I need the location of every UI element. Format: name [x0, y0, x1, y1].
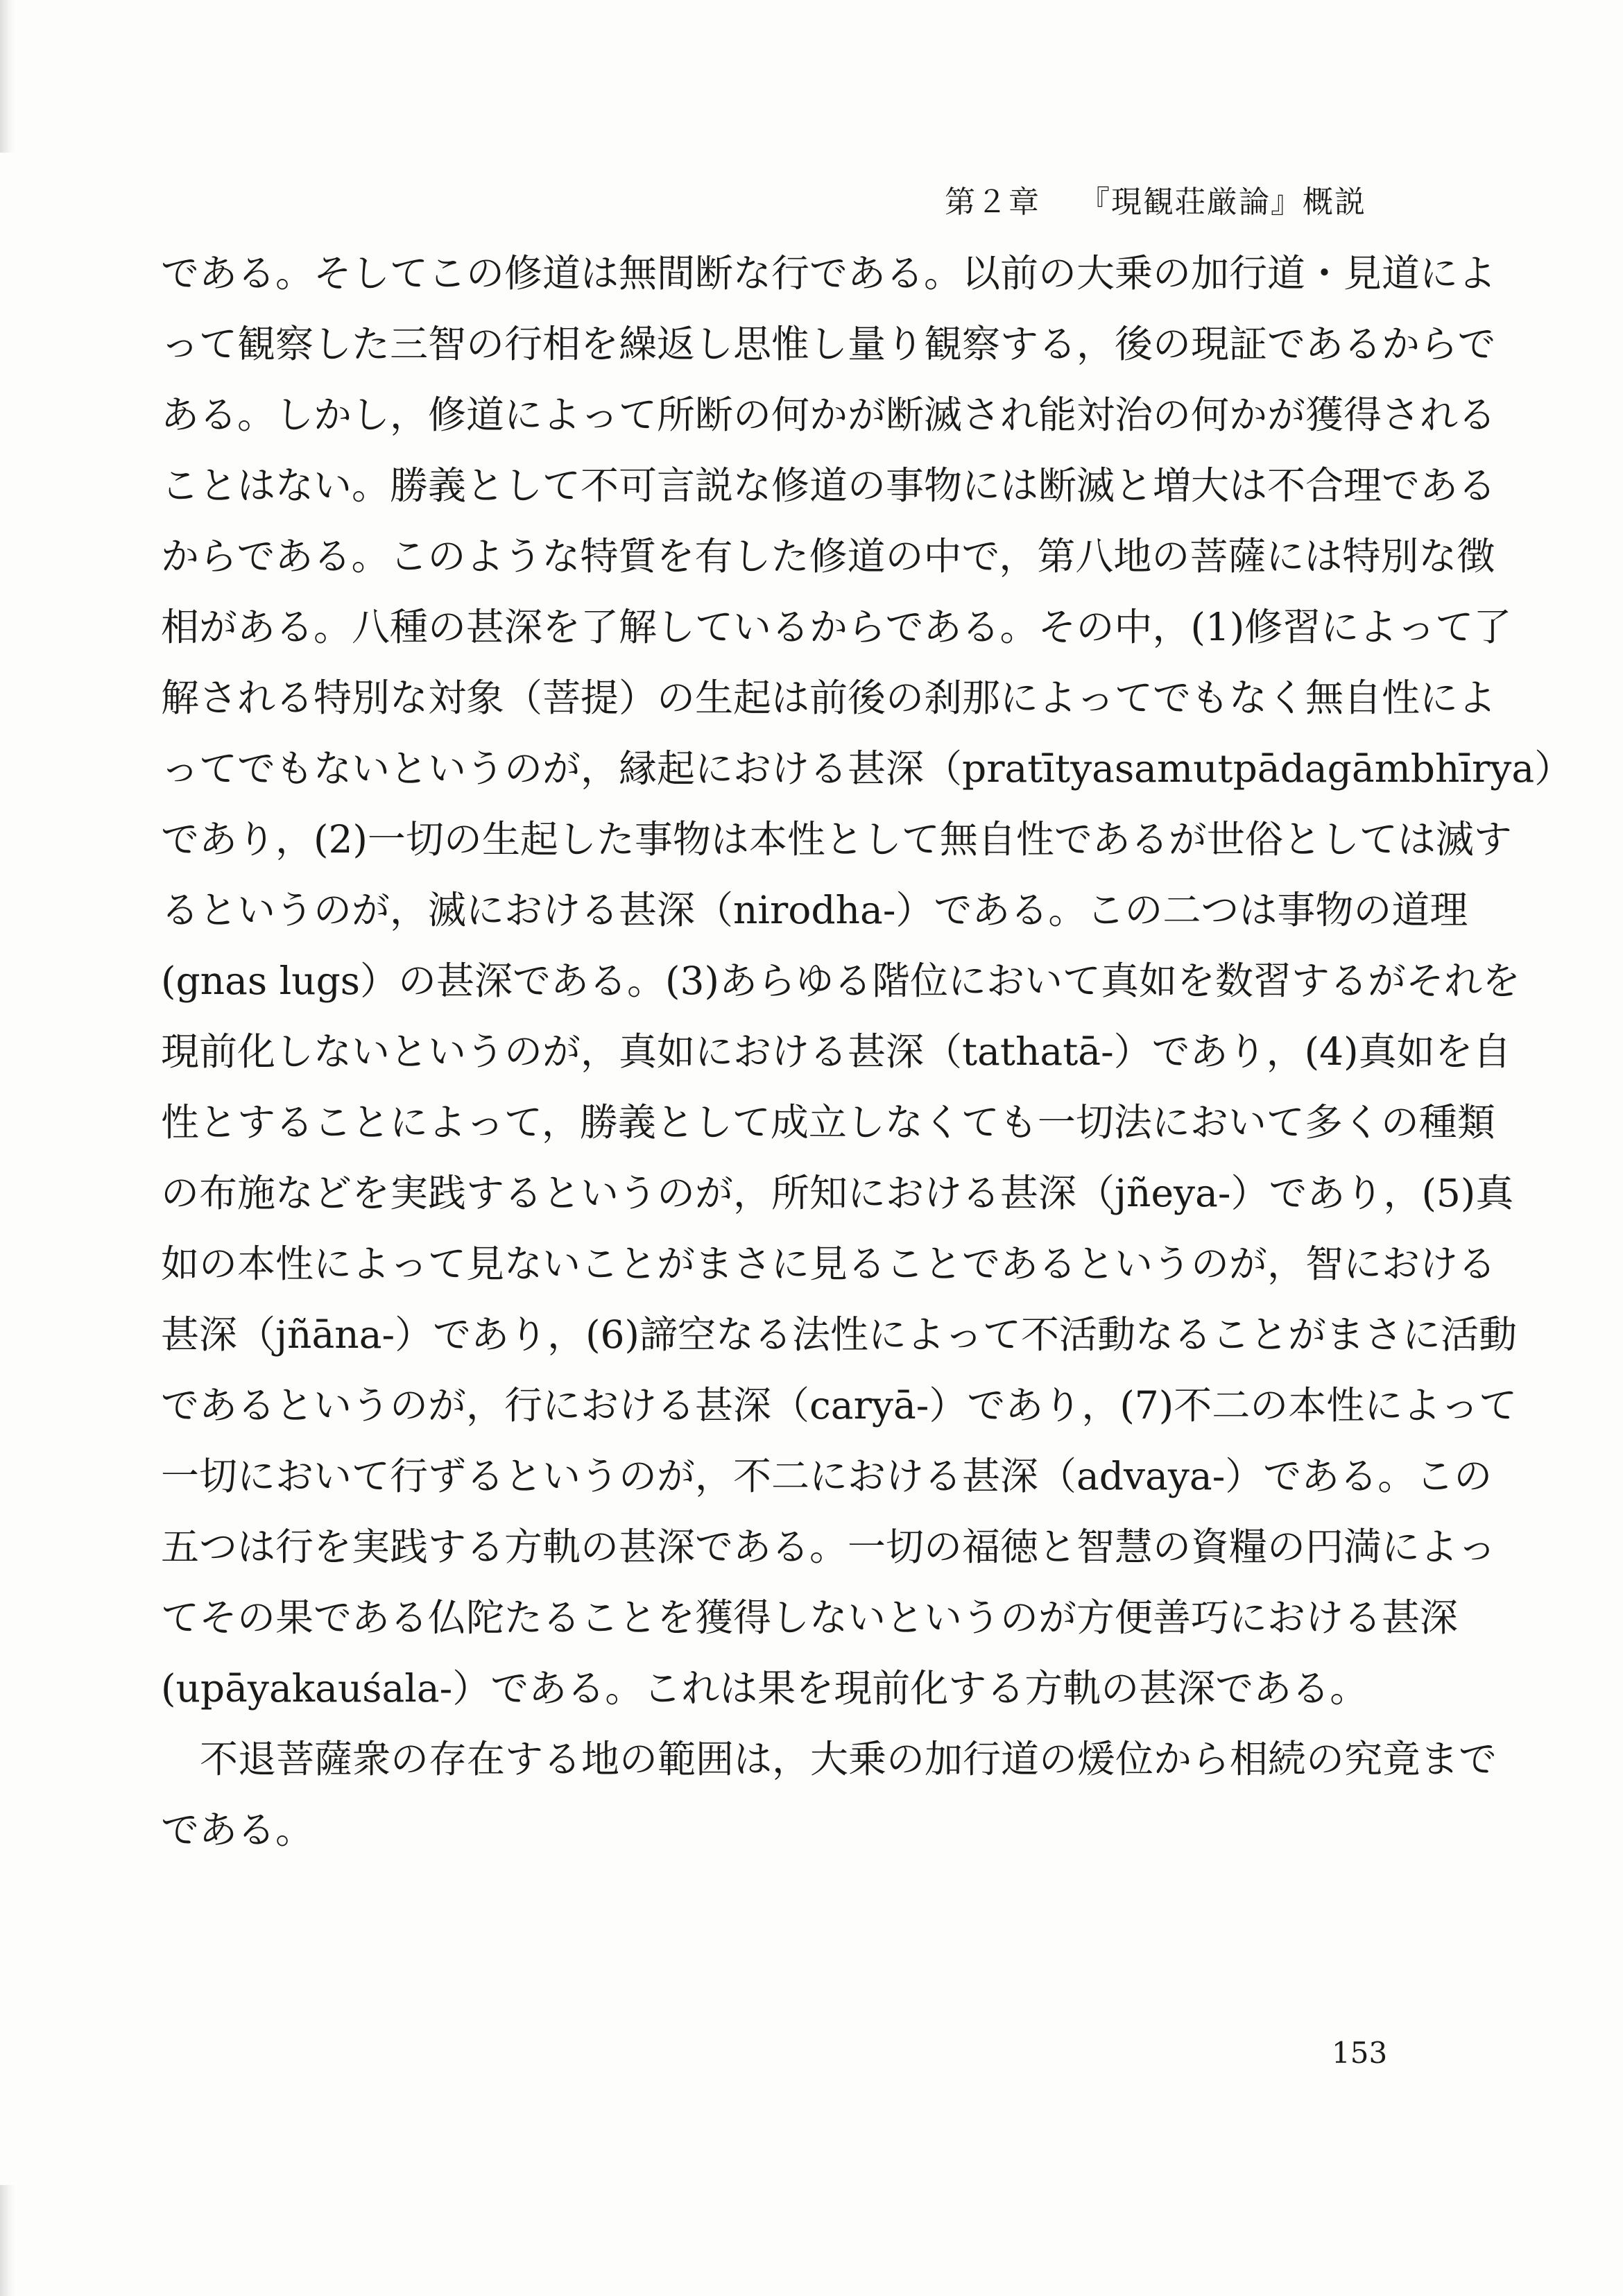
text-line: 不退菩薩衆の存在する地の範囲は，大乗の加行道の煖位から相続の究竟まで [200, 1737, 1497, 1781]
text-line: ってでもないというのが，縁起における甚深（pratītyasamutpādagāmbhīrya） [161, 746, 1573, 791]
scan-edge-bottom [0, 2185, 15, 2296]
text-line: であるというのが，行における甚深（caryā-）であり，(7)不二の本性によって [161, 1383, 1518, 1428]
text-line: の布施などを実践するというのが，所知における甚深（jñeya-）であり，(5)真 [161, 1171, 1514, 1215]
text-line: であり，(2)一切の生起した事物は本性として無自性であるが世俗としては滅す [161, 817, 1512, 862]
text-line: 如の本性によって見ないことがまさに見ることであるというのが，智における [161, 1242, 1497, 1286]
text-line: 五つは行を実践する方軌の甚深である。一切の福徳と智慧の資糧の円満によっ [161, 1525, 1497, 1569]
text-line: 解される特別な対象（菩提）の生起は前後の刹那によってでもなく無自性によ [161, 676, 1497, 720]
chapter-number: 第２章 [945, 185, 1040, 220]
text-line: ことはない。勝義として不可言説な修道の事物には断滅と増大は不合理である [161, 463, 1497, 508]
text-line: 一切において行ずるというのが，不二における甚深（advaya-）である。この [161, 1454, 1493, 1498]
running-header [945, 177, 1366, 221]
text-line: (gnas lugs）の甚深である。(3)あらゆる階位において真如を数習するがそれを [161, 959, 1520, 1003]
text-line: るというのが，滅における甚深（nirodha-）である。この二つは事物の道理 [161, 888, 1468, 932]
text-line: 相がある。八種の甚深を了解しているからである。その中，(1)修習によって了 [161, 605, 1512, 649]
text-line: である。 [161, 1808, 314, 1852]
text-line: からである。このような特質を有した修道の中で，第八地の菩薩には特別な徴 [161, 534, 1495, 579]
text-line: 性とすることによって，勝義として成立しなくても一切法において多くの種類 [161, 1100, 1495, 1145]
text-line: ある。しかし，修道によって所断の何かが断滅され能対治の何かが獲得される [161, 393, 1497, 437]
paragraph-1 [161, 251, 1573, 1737]
text-line: てその果である仏陀たることを獲得しないというのが方便善巧における甚深 [161, 1595, 1459, 1640]
body-text [161, 251, 1573, 1878]
paragraph-2 [161, 1737, 1497, 1878]
text-line: 甚深（jñāna-）であり，(6)諦空なる法性によって不活動なることがまさに活動 [161, 1312, 1517, 1357]
page-number: 153 [1332, 2036, 1388, 2070]
text-line: って観察した三智の行相を繰返し思惟し量り観察する，後の現証であるからで [161, 322, 1496, 366]
chapter-title: 『現観荘厳論』概説 [1079, 185, 1366, 220]
text-line: (upāyakauśala-）である。これは果を現前化する方軌の甚深である。 [161, 1666, 1368, 1711]
text-line: 現前化しないというのが，真如における甚深（tathatā-）であり，(4)真如を自 [161, 1029, 1511, 1074]
text-line: である。そしてこの修道は無間断な行である。以前の大乗の加行道・見道によ [161, 251, 1497, 295]
scan-edge-top [0, 0, 15, 153]
